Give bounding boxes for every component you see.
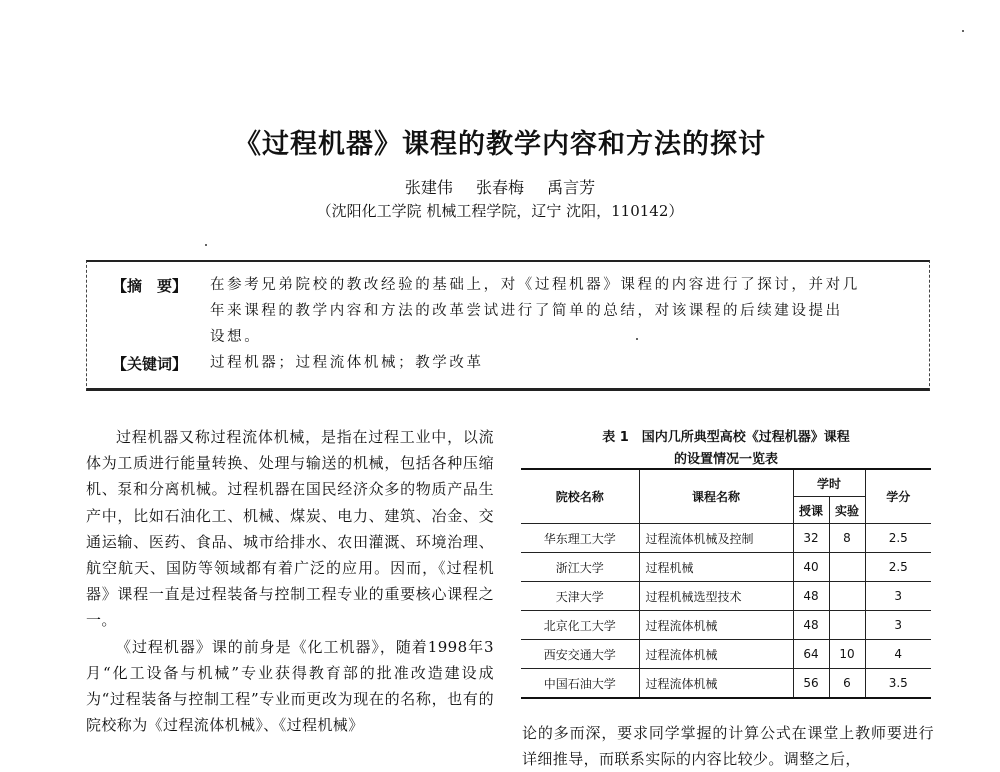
scan-speck [205,244,207,246]
header-course: 课程名称 [639,469,793,524]
cell-credits: 3 [865,582,931,611]
abstract-line: 设想。 [210,329,262,345]
body-right-column: 论的多而深，要求同学掌握的计算公式在课堂上教师要进行详细推导，而联系实际的内容比较少。调整之后， [522,724,934,768]
cell-course: 过程流体机械 [639,640,793,669]
header-school: 院校名称 [521,469,639,524]
cell-lecture: 48 [793,611,829,640]
table-row [521,611,931,640]
cell-credits: 2.5 [865,553,931,582]
cell-lab: 10 [829,640,865,669]
paper-title: 《过程机器》课程的教学内容和方法的探讨 [234,129,766,160]
author-list: 张建伟 张春梅 禹言芳 [404,178,596,197]
body-paragraph: 《过程机器》课的前身是《化工机器》，随着1998年3月“化工设备与机械”专业获得教育部的批准改造建设成为“过程装备与控制工程”专业而更改为现在的名称，也有的院校称为《过程流体机械》、《过程机械》 [86,637,494,735]
table-row [521,553,931,582]
cell-school: 中国石油大学 [521,669,639,699]
cell-credits: 3.5 [865,669,931,699]
affiliation: （沈阳化工学院 机械工程学院，辽宁 沈阳，110142） [316,202,684,220]
table-caption-cont: 的设置情况一览表 [673,452,778,467]
cell-school: 华东理工大学 [521,524,639,553]
cell-lecture: 48 [793,582,829,611]
body-paragraph: 过程机器又称过程流体机械，是指在过程工业中，以流体为工质进行能量转换、处理与输送的机械，包括各种压缩机、泵和分离机械。过程机器在国民经济众多的物质产品生产中，比如石油化工、机械、煤炭、电力、建筑、冶金、交通运输、医药、食品、城市给排水、农田灌溉、环境治理、航空航天、国防等领域都有着广泛的应用。因而，《过程机器》课程一直是过程装备与控制工程专业的重要核心课程之一。 [86,428,494,630]
cell-lecture: 56 [793,669,829,699]
body-left-column [86,424,494,738]
cell-school: 西安交通大学 [521,640,639,669]
abstract-label: 【摘 要】 [112,277,188,295]
header-hours: 学时 [793,469,865,497]
cell-course: 过程流体机械 [639,611,793,640]
table-row [521,524,931,553]
cell-school: 北京化工大学 [521,611,639,640]
header-lab: 实验 [829,497,865,524]
cell-credits: 2.5 [865,524,931,553]
scan-speck [636,338,638,340]
cell-lecture: 32 [793,524,829,553]
cell-lecture: 40 [793,553,829,582]
table-row [521,669,931,699]
header-credits: 学分 [865,469,931,524]
cell-course: 过程机械选型技术 [639,582,793,611]
header-lecture: 授课 [793,497,829,524]
cell-lecture: 64 [793,640,829,669]
cell-lab: 6 [829,669,865,699]
cell-course: 过程机械 [639,553,793,582]
keywords-label: 【关键词】 [112,355,188,373]
cell-school: 天津大学 [521,582,639,611]
abstract-line: 在参考兄弟院校的教改经验的基础上，对《过程机器》课程的内容进行了探讨，并对几 [210,277,860,293]
table-row [521,582,931,611]
table-row [521,640,931,669]
course-table [521,468,931,699]
cell-credits: 4 [865,640,931,669]
cell-lab [829,582,865,611]
cell-school: 浙江大学 [521,553,639,582]
cell-lab [829,611,865,640]
cell-lab: 8 [829,524,865,553]
cell-course: 过程流体机械 [639,669,793,699]
scan-speck [962,30,964,32]
abstract-line: 年来课程的教学内容和方法的改革尝试进行了简单的总结，对该课程的后续建设提出 [210,303,843,319]
abstract-text [210,272,910,350]
table-caption: 表 1 国内几所典型高校《过程机器》课程 [602,430,850,445]
cell-credits: 3 [865,611,931,640]
keywords-text: 过程机器；过程流体机械；教学改革 [210,355,484,371]
cell-course: 过程流体机械及控制 [639,524,793,553]
cell-lab [829,553,865,582]
